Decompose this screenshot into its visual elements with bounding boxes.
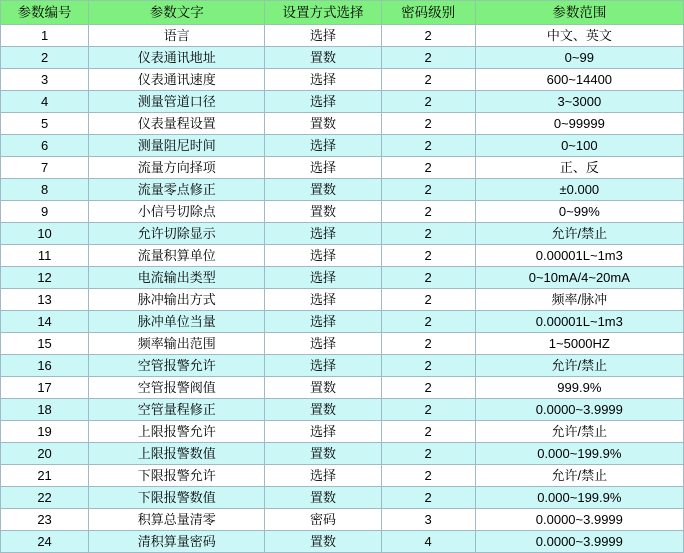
cell-param-range: 0.0000~3.9999: [475, 509, 683, 531]
table-header: [1, 1, 684, 25]
cell-setting-mode: 选择: [265, 267, 381, 289]
cell-setting-mode: 选择: [265, 465, 381, 487]
table-row: [1, 509, 684, 531]
cell-param-number: 17: [1, 377, 89, 399]
column-header-param-range: 参数范围: [475, 1, 683, 25]
cell-setting-mode: 置数: [265, 377, 381, 399]
cell-param-text: 仪表量程设置: [89, 113, 265, 135]
cell-param-number: 10: [1, 223, 89, 245]
cell-param-number: 18: [1, 399, 89, 421]
cell-param-text: 仪表通讯地址: [89, 47, 265, 69]
table-row: [1, 157, 684, 179]
cell-password-level: 2: [381, 465, 475, 487]
cell-setting-mode: 置数: [265, 179, 381, 201]
cell-param-number: 21: [1, 465, 89, 487]
cell-setting-mode: 选择: [265, 25, 381, 47]
cell-param-number: 1: [1, 25, 89, 47]
cell-setting-mode: 置数: [265, 201, 381, 223]
cell-setting-mode: 选择: [265, 135, 381, 157]
column-header-password-level: 密码级别: [381, 1, 475, 25]
cell-setting-mode: 密码: [265, 509, 381, 531]
table-row: [1, 69, 684, 91]
cell-param-range: 0.000~199.9%: [475, 487, 683, 509]
cell-password-level: 2: [381, 25, 475, 47]
table-row: [1, 443, 684, 465]
table-row: [1, 421, 684, 443]
cell-password-level: 2: [381, 47, 475, 69]
cell-setting-mode: 选择: [265, 333, 381, 355]
table-row: [1, 377, 684, 399]
column-header-param-text: 参数文字: [89, 1, 265, 25]
cell-param-range: 600~14400: [475, 69, 683, 91]
cell-setting-mode: 选择: [265, 157, 381, 179]
cell-param-text: 允许切除显示: [89, 223, 265, 245]
cell-password-level: 4: [381, 531, 475, 553]
cell-password-level: 2: [381, 289, 475, 311]
table-row: [1, 289, 684, 311]
cell-param-number: 2: [1, 47, 89, 69]
cell-param-number: 22: [1, 487, 89, 509]
cell-param-range: 允许/禁止: [475, 421, 683, 443]
cell-param-text: 语言: [89, 25, 265, 47]
cell-password-level: 2: [381, 69, 475, 91]
cell-param-number: 12: [1, 267, 89, 289]
cell-param-text: 脉冲单位当量: [89, 311, 265, 333]
cell-param-number: 8: [1, 179, 89, 201]
table-row: [1, 179, 684, 201]
table-body: [1, 25, 684, 553]
cell-param-number: 6: [1, 135, 89, 157]
cell-param-number: 11: [1, 245, 89, 267]
cell-password-level: 2: [381, 355, 475, 377]
cell-param-range: 0~99999: [475, 113, 683, 135]
cell-password-level: 2: [381, 267, 475, 289]
cell-password-level: 2: [381, 487, 475, 509]
cell-password-level: 2: [381, 179, 475, 201]
cell-setting-mode: 选择: [265, 311, 381, 333]
cell-param-number: 7: [1, 157, 89, 179]
cell-param-range: 0~99%: [475, 201, 683, 223]
cell-password-level: 2: [381, 311, 475, 333]
cell-param-range: 频率/脉冲: [475, 289, 683, 311]
cell-setting-mode: 置数: [265, 443, 381, 465]
table-row: [1, 113, 684, 135]
table-row: [1, 245, 684, 267]
cell-param-text: 流量积算单位: [89, 245, 265, 267]
column-header-param-number: 参数编号: [1, 1, 89, 25]
cell-param-text: 测量阻尼时间: [89, 135, 265, 157]
cell-param-text: 测量管道口径: [89, 91, 265, 113]
cell-setting-mode: 选择: [265, 245, 381, 267]
cell-password-level: 2: [381, 421, 475, 443]
cell-password-level: 2: [381, 333, 475, 355]
cell-param-text: 流量零点修正: [89, 179, 265, 201]
cell-param-number: 9: [1, 201, 89, 223]
cell-param-text: 空管量程修正: [89, 399, 265, 421]
cell-param-range: 0~100: [475, 135, 683, 157]
cell-param-number: 3: [1, 69, 89, 91]
cell-setting-mode: 选择: [265, 355, 381, 377]
cell-param-number: 13: [1, 289, 89, 311]
table-row: [1, 25, 684, 47]
table-row: [1, 47, 684, 69]
cell-setting-mode: 选择: [265, 69, 381, 91]
cell-param-number: 24: [1, 531, 89, 553]
cell-param-text: 仪表通讯速度: [89, 69, 265, 91]
cell-password-level: 2: [381, 223, 475, 245]
cell-password-level: 2: [381, 245, 475, 267]
cell-param-text: 空管报警允许: [89, 355, 265, 377]
cell-password-level: 3: [381, 509, 475, 531]
cell-param-range: 3~3000: [475, 91, 683, 113]
cell-param-number: 5: [1, 113, 89, 135]
cell-param-range: 999.9%: [475, 377, 683, 399]
cell-param-range: 中文、英文: [475, 25, 683, 47]
cell-setting-mode: 置数: [265, 399, 381, 421]
cell-param-text: 脉冲输出方式: [89, 289, 265, 311]
cell-param-text: 下限报警数值: [89, 487, 265, 509]
table-row: [1, 531, 684, 553]
cell-param-range: 0~99: [475, 47, 683, 69]
cell-param-text: 清积算量密码: [89, 531, 265, 553]
cell-param-range: 0.00001L~1m3: [475, 245, 683, 267]
column-header-setting-mode: 设置方式选择: [265, 1, 381, 25]
cell-param-number: 19: [1, 421, 89, 443]
table-header-row: [1, 1, 684, 25]
cell-param-range: 0.0000~3.9999: [475, 399, 683, 421]
cell-password-level: 2: [381, 113, 475, 135]
cell-setting-mode: 置数: [265, 531, 381, 553]
cell-password-level: 2: [381, 377, 475, 399]
table-row: [1, 487, 684, 509]
cell-param-text: 空管报警阀值: [89, 377, 265, 399]
cell-param-range: 0.000~199.9%: [475, 443, 683, 465]
cell-password-level: 2: [381, 399, 475, 421]
table-row: [1, 333, 684, 355]
table-row: [1, 399, 684, 421]
cell-param-number: 15: [1, 333, 89, 355]
table-row: [1, 267, 684, 289]
cell-param-range: ±0.000: [475, 179, 683, 201]
cell-param-range: 正、反: [475, 157, 683, 179]
table-row: [1, 465, 684, 487]
cell-password-level: 2: [381, 91, 475, 113]
cell-setting-mode: 选择: [265, 421, 381, 443]
cell-param-range: 0~10mA/4~20mA: [475, 267, 683, 289]
table-row: [1, 91, 684, 113]
table-row: [1, 355, 684, 377]
cell-param-text: 小信号切除点: [89, 201, 265, 223]
cell-param-number: 23: [1, 509, 89, 531]
cell-setting-mode: 置数: [265, 113, 381, 135]
cell-param-range: 1~5000HZ: [475, 333, 683, 355]
cell-param-text: 电流输出类型: [89, 267, 265, 289]
cell-param-range: 允许/禁止: [475, 223, 683, 245]
cell-setting-mode: 选择: [265, 289, 381, 311]
table-row: [1, 201, 684, 223]
cell-setting-mode: 选择: [265, 91, 381, 113]
cell-password-level: 2: [381, 201, 475, 223]
cell-param-number: 20: [1, 443, 89, 465]
cell-param-text: 流量方向择项: [89, 157, 265, 179]
table-row: [1, 135, 684, 157]
cell-param-range: 0.0000~3.9999: [475, 531, 683, 553]
cell-param-number: 16: [1, 355, 89, 377]
cell-param-range: 允许/禁止: [475, 465, 683, 487]
table-row: [1, 311, 684, 333]
cell-password-level: 2: [381, 443, 475, 465]
cell-param-text: 上限报警允许: [89, 421, 265, 443]
cell-param-range: 0.00001L~1m3: [475, 311, 683, 333]
cell-param-text: 频率输出范围: [89, 333, 265, 355]
cell-setting-mode: 置数: [265, 47, 381, 69]
cell-param-number: 4: [1, 91, 89, 113]
cell-password-level: 2: [381, 157, 475, 179]
cell-param-number: 14: [1, 311, 89, 333]
cell-password-level: 2: [381, 135, 475, 157]
cell-param-text: 上限报警数值: [89, 443, 265, 465]
cell-setting-mode: 置数: [265, 487, 381, 509]
cell-param-text: 下限报警允许: [89, 465, 265, 487]
cell-param-text: 积算总量清零: [89, 509, 265, 531]
cell-setting-mode: 选择: [265, 223, 381, 245]
cell-param-range: 允许/禁止: [475, 355, 683, 377]
table-row: [1, 223, 684, 245]
